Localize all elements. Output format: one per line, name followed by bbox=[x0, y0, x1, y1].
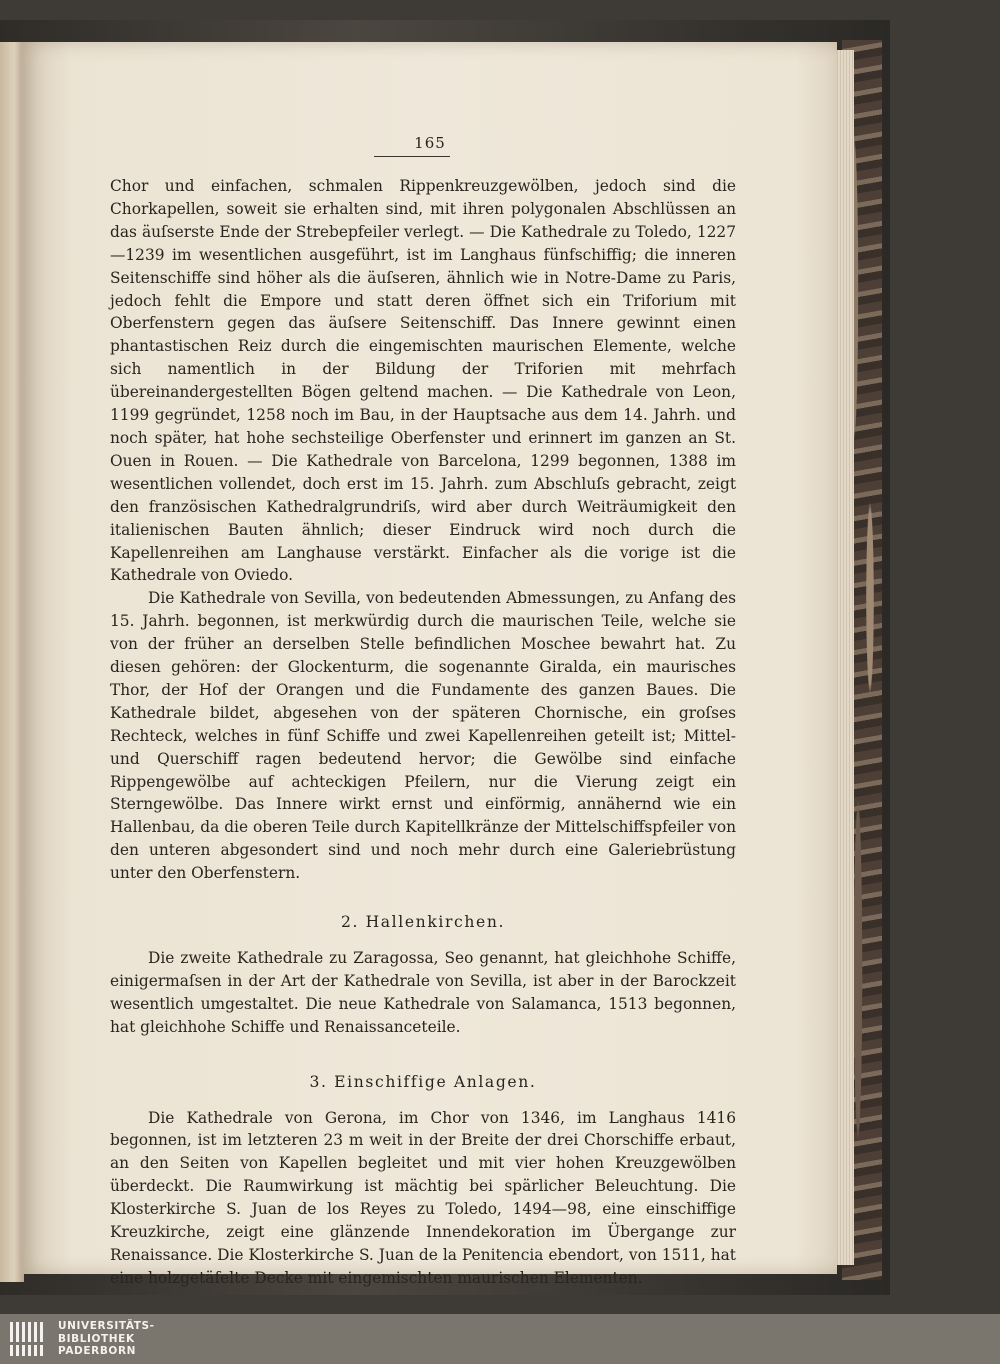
section-heading-hallenkirchen: 2. Hallenkirchen. bbox=[340, 913, 506, 932]
left-page-edge bbox=[0, 42, 24, 1282]
library-logo-icon bbox=[8, 1320, 50, 1358]
page-number: 165 bbox=[414, 134, 446, 152]
paragraph-hallenkirchen: Die zweite Kathedrale zu Zaragossa, Seo genannt, hat gleichhohe Schiffe, einigermaſsen in der Art der Kathedrale von Sevilla, ist aber in der Barockzeit wesentlich umgestaltet. Die neue Kathedrale von Salamanca, 1513 begonnen, hat gleichhohe Schiffe und Renaissanceteile. bbox=[110, 949, 736, 1036]
paragraph-einschiffige-anlagen: Die Kathedrale von Gerona, im Chor von 1346, im Langhaus 1416 begonnen, ist im letzteren 23 m weit in der Breite der drei Chorschiffe erbaut, an den Seiten von Kapellen begleitet und mit vier hohen Kreuzgewölben überdeckt. Die Raumwirkung ist mächtig bei spärlicher Beleuchtung. Die Klosterkirche S. Juan de los Reyes zu Toledo, 1494—98, eine einschiffige Kreuzkirche, zeigt eine glänzende Innendekoration im Übergange zur Renaissance. Die Klosterkirche S. Juan de la Penitencia ebendort, von 1511, hat eine holzgetäfelte Decke mit eingemischten maurischen Elementen. bbox=[110, 1108, 736, 1287]
book-page bbox=[22, 42, 837, 1287]
logo-line-2: BIBLIOTHEK bbox=[58, 1332, 135, 1345]
logo-line-3: PADERBORN bbox=[58, 1345, 137, 1357]
page-number-rule bbox=[374, 156, 450, 157]
logo-line-1: UNIVERSITÄTS- bbox=[58, 1320, 155, 1332]
footer-bar bbox=[0, 1314, 1000, 1364]
paragraph-2: Die Kathedrale von Sevilla, von bedeutenden Abmessungen, zu Anfang des 15. Jahrh. begonnen, ist merkwürdig durch die maurischen Teile, welche sie von der früher an derselben Stelle befindlichen Moschee bewahrt hat. Zu diesen gehören: der Glockenturm, die sogenannte Giralda, ein maurisches Thor, der Hof der Orangen und die Fundamente des ganzen Baues. Die Kathedrale bildet, abgesehen von der späteren Chornische, ein groſses Rechteck, welches in fünf Schiffe und zwei Kapellenreihen geteilt ist; Mittel- und Querschiff ragen bedeutend hervor; die Gewölbe sind einfache Rippengewölbe auf achteckigen Pfeilern, nur die Vierung zeigt ein Sterngewölbe. Das Innere wirkt ernst und einförmig, annähernd wie ein Hallenbau, da die oberen Teile durch Kapitellkränze der Mittelschiffspfeiler von den unteren abgesondert sind und noch mehr durch eine Galeriebrüstung unter den Oberfenstern. bbox=[110, 589, 736, 883]
section-heading-einschiffige-anlagen: 3. Einschiffige Anlagen. bbox=[309, 1072, 537, 1091]
page-text bbox=[110, 175, 736, 1290]
library-logo-text bbox=[58, 1320, 155, 1358]
paragraph-1: Chor und einfachen, schmalen Rippenkreuzgewölben, jedoch sind die Chorkapellen, soweit sie erhalten sind, mit ihren polygonalen Abschlüssen an das äuſserste Ende der Strebepfeiler verlegt. — Die Kathedrale zu Toledo, 1227—1239 im wesentlichen ausgeführt, ist im Langhaus fünfschiffig; die inneren Seitenschiffe sind höher als die äuſseren, ähnlich wie in Notre-Dame zu Paris, jedoch fehlt die Empore und statt deren öffnet sich ein Triforium mit Oberfenstern gegen das äuſsere Seitenschiff. Das Innere gewinnt einen phantastischen Reiz durch die eingemischten maurischen Elemente, welche sich namentlich in der Bildung der Triforien mit mehrfach übereinandergestellten Bögen geltend machen. — Die Kathedrale von Leon, 1199 gegründet, 1258 noch im Bau, in der Hauptsache aus dem 14. Jahrh. und noch später, hat hohe sechsteilige Oberfenster und erinnert im ganzen an St. Ouen in Rouen. — Die Kathedrale von Barcelona, 1299 begonnen, 1388 im wesentlichen vollendet, doch erst im 15. Jahrh. zum Abschluſs gebracht, zeigt den französischen Kathedralgrundriſs, wird aber durch Weiträumigkeit den italienischen Bauten ähnlich; dieser Eindruck wird noch durch die Kapellenreihen am Langhause verstärkt. Einfacher als die vorige ist die Kathedrale von Oviedo. bbox=[110, 177, 736, 585]
